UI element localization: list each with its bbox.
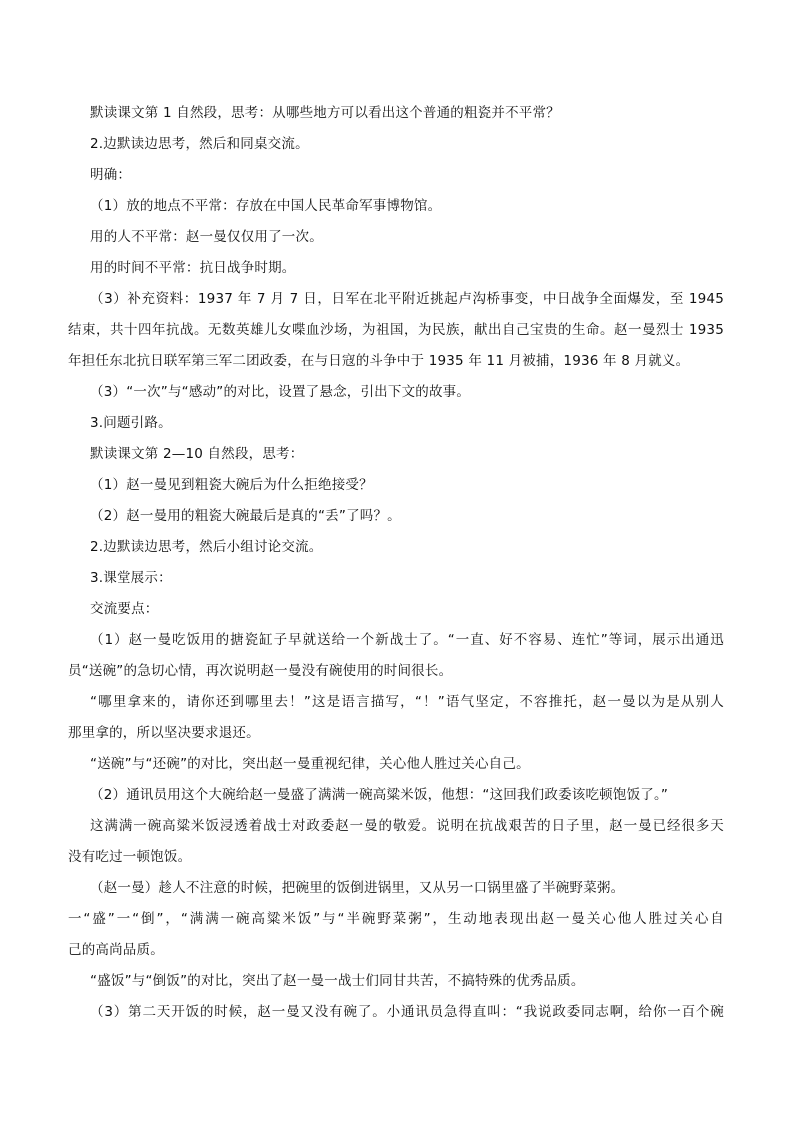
text-line: （赵一曼）趁人不注意的时候，把碗里的饭倒进锅里，又从另一口锅里盛了半碗野菜粥。 [90, 880, 625, 896]
text-line: 3.课堂展示： [90, 570, 172, 586]
text-line: 用的时间不平常：抗日战争时期。 [90, 260, 296, 276]
text-line: 交流要点： [90, 601, 159, 617]
document-body [68, 98, 724, 1028]
text-line: 2.边默读边思考，然后和同桌交流。 [90, 136, 309, 152]
text-line: 员“送碗”的急切心情，再次说明赵一曼没有碗使用的时间很长。 [68, 663, 453, 679]
text-line: （3）补充资料：1937 年 7 月 7 日，日军在北平附近挑起卢沟桥事变，中日战争全面爆发，至 1945 [90, 291, 724, 307]
text-line: （2）通讯员用这个大碗给赵一曼盛了满满一碗高粱米饭，他想：“这回我们政委该吃顿饱饭了。” [90, 787, 669, 803]
text-line: （1）赵一曼见到粗瓷大碗后为什么拒绝接受？ [90, 477, 373, 493]
text-line: （3）第二天开饭的时候，赵一曼又没有碗了。小通讯员急得直叫：“我说政委同志啊，给你一百个碗 [90, 1004, 724, 1020]
text-line: （2）赵一曼用的粗瓷大碗最后是真的“丢”了吗？。 [90, 508, 401, 524]
text-line: （1）赵一曼吃饭用的搪瓷缸子早就送给一个新战士了。“一直、好不容易、连忙”等词，展示出通迅 [90, 632, 724, 648]
text-line: 3.问题引路。 [90, 415, 172, 431]
text-line: “送碗”与“还碗”的对比，突出赵一曼重视纪律，关心他人胜过关心自己。 [90, 756, 530, 772]
text-line: 用的人不平常：赵一曼仅仅用了一次。 [90, 229, 323, 245]
text-line: 那里拿的，所以坚决要求退还。 [68, 725, 260, 741]
text-line: 2.边默读边思考，然后小组讨论交流。 [90, 539, 323, 555]
text-line: 年担任东北抗日联军第三军二团政委，在与日寇的斗争中于 1935 年 11 月被捕，1936 年 8 月就义。 [68, 353, 690, 369]
text-line: 己的高尚品质。 [68, 942, 164, 958]
text-line: 默读课文第 1 自然段，思考：从哪些地方可以看出这个普通的粗瓷并不平常？ [90, 105, 560, 121]
text-line: 一“盛”一“倒”，“满满一碗高粱米饭”与“半碗野菜粥”，生动地表现出赵一曼关心他人胜过关心自 [68, 911, 724, 927]
text-line: 明确： [90, 167, 132, 183]
text-line: 这满满一碗高粱米饭浸透着战士对政委赵一曼的敬爱。说明在抗战艰苦的日子里，赵一曼已经很多天 [90, 818, 724, 834]
text-line: （1）放的地点不平常：存放在中国人民革命军事博物馆。 [90, 198, 442, 214]
text-line: 默读课文第 2—10 自然段，思考： [90, 446, 304, 462]
text-line: （3）“一次”与“感动”的对比，设置了悬念，引出下文的故事。 [90, 384, 471, 400]
text-line: 结束，共十四年抗战。无数英雄儿女喋血沙场，为祖国，为民族，献出自己宝贵的生命。赵一曼烈士 1935 [68, 322, 724, 338]
text-line: 没有吃过一顿饱饭。 [68, 849, 192, 865]
text-line: “盛饭”与“倒饭”的对比，突出了赵一曼一战士们同甘共苦，不搞特殊的优秀品质。 [90, 973, 585, 989]
text-line: “哪里拿来的，请你还到哪里去！”这是语言描写，“！”语气坚定，不容推托，赵一曼以为是从别人 [90, 694, 724, 710]
